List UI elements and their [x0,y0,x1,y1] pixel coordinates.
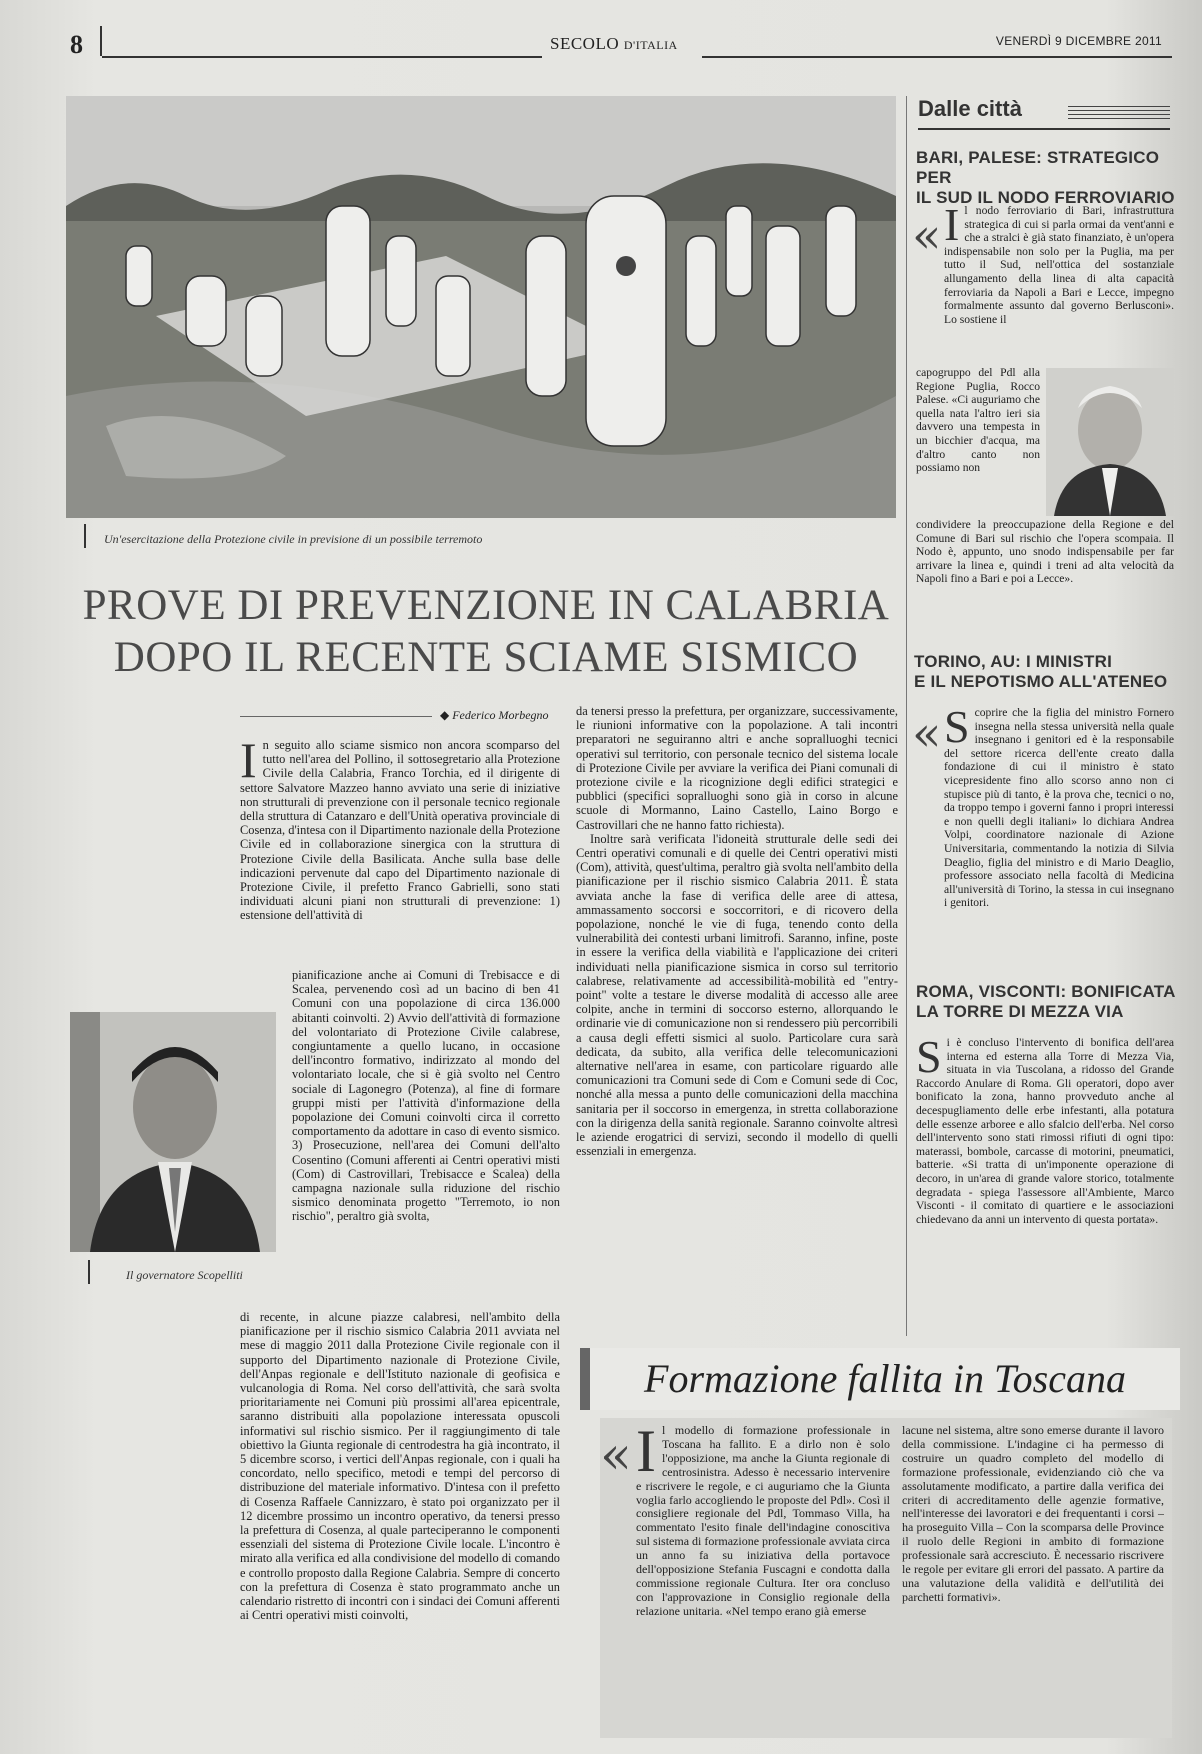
story2-text: Scoprire che la figlia del ministro Fornero insegna nella stessa università nella quale insegnano i genitori ed è la responsabile del settore ricerca dell'ente creato dalla fondazione di cui il ministro è stato vicepresidente fino allo scorso anno non ci stupisce più di tanto, è la prova che, tecnici o no, da troppo tempo i governi fanno i propri interessi e non quelli degli italiani» lo dichiara Andrea Volpi, coordinatore nazionale di Azione Universitaria, commentando la notizia di Silvia Deaglio, figlia del ministro e di Mario Deaglio, professore associato nella facoltà di Medicina all'università di Torino, la stessa in cui insegnano i genitori. [944,706,1174,910]
box-dropcap: I [636,1424,656,1484]
section-title-text: Dalle città [918,96,1022,121]
photo-caption-bar [84,524,86,548]
main-headline [66,580,906,684]
portrait-caption: Il governatore Scopelliti [126,1268,243,1282]
header-rule-left [102,56,542,58]
section-title-dalle-citta [918,96,1170,130]
article-col2-text: da tenersi presso la prefettura, per organizzare, successivamente, le riunioni informative con la popolazione. A tali incontri preparatori ne seguiranno altri e anche sopralluoghi tecnici operativi sul territorio, con personale tecnico del sistema locale di Protezione Civile per avviare la verifica dei Piani comunali di protezione civile e la ricognizione degli edifici strategici e pubblici (specifici sopralluoghi sono già in corso in alcune scuole di Mormanno, Laino Castello, Laino Borgo e Castrovillari che ne hanno fatto richiesta). [576,704,898,832]
masthead [550,34,678,54]
story1-text-a: Il nodo ferroviario di Bari, infrastruttura strategica di cui si parla ormai da vent'anni e che a stralci è già stato finanziato, è un'opera indispensabile non solo per la Puglia, ma per tutto il Sud, nell'ottica del sostanziale allungamento della linea di alta capacità ferroviaria da Napoli a Bari e Lecce, impegno formalmente assunto dal governo Berlusconi». Lo sostiene il [944,204,1174,326]
masthead-main: SECOLO [550,34,620,53]
header-date: VENERDÌ 9 DICEMBRE 2011 [995,34,1162,48]
column-divider [906,96,907,1336]
photo-caption: Un'esercitazione della Protezione civile in previsione di un possibile terremoto [104,532,483,546]
article-col1-top [240,738,560,968]
story3-title: ROMA, VISCONTI: BONIFICATA LA TORRE DI MEZZA VIA [916,982,1176,1021]
story2-dropcap: S [944,706,970,752]
box-title: Formazione fallita in Toscana [580,1348,1180,1410]
masthead-small: D'ITALIA [623,38,678,52]
header-rule-right [702,56,1172,58]
byline-rule [240,716,432,717]
story1-title: BARI, PALESE: STRATEGICO PER IL SUD IL NODO FERROVIARIO [916,148,1175,207]
byline: ◆ Federico Morbegno [440,708,549,722]
article-col1-top-text: In seguito allo sciame sismico non ancora scomparso del tutto nell'area del Pollino, il sottosegretario alla Protezione Civile della Calabria, Franco Torchia, ed il dirigente di settore Salvatore Mazzeo hanno avviato una serie di iniziative non strutturali di prevenzione con il personale tecnico regionale della struttura di Catanzaro e dell'Unità operativa provinciale di Cosenza, d'intesa con il Dipartimento nazionale della Protezione Civile ed in collaborazione sinergica con la struttura di Protezione Civile della Basilicata. Anche sulla base delle indicazioni pervenute dal capo del Dipartimento nazionale di Protezione Civile, il prefetto Franco Gabrielli, sono stati individuati alcuni piani non strutturali di prevenzione: 1) estensione dell'attività di [240,738,560,923]
article-col2b-text: Inoltre sarà verificata l'idoneità strutturale delle sedi dei Centri operativi comunali e di quelle dei Centri operativi misti (Com), attività, quest'ultima, peraltro già svolta nell'ambito della pianificazione per il rischio sismico Calabria 2011. È stata avviata anche la fase di verifica delle aree di attesa, ammassamento soccorsi e soccorritori, e di ricovero della popolazione, nonché le vie di fuga, tenendo conto della vulnerabilità dei contesti urbani limitrofi. Saranno, infine, poste in essere la verifica della viabilità e l'applicazione dei criteri individuati nella pianificazione sismica in corso sul territorio calabrese, relativamente ad accessibilità-mobilità ed "entry-point" volte a testare le diverse modalità di accesso alle aree colpite, anche in termini di soccorso esterno, allorquando le ordinarie vie di comunicazione non si rendessero più percorribili a causa degli effetti sismici al suolo. Particolare cura sarà dedicata, da subito, alla verifica delle telecomunicazioni alternative nell'area in esame, con particolare riguardo alle comunicazioni tra Comuni sede di Com e Comuni sede di Coc, nonché alla messa a punto delle comunicazioni della macchina sanitaria per il soccorso in emergenza, in stretta collaborazione con la dirigenza della sanità regionale. Saranno coinvolte altresì le aziende erogatrici di servizi, secondo il modello di quelli essenziali in emergenza. [576,831,898,1159]
story3-dropcap: S [916,1036,942,1082]
story1-text-c: condividere la preoccupazione della Regione e del Comune di Bari sul rischio che l'opera scompaia. Il Nodo è, appunto, uno snodo indispensabile per far arrivare la linea e, quindi i treni ad alta velocità da Napoli fino a Bari e poi a Lecce». [916,518,1174,586]
section-title-lines [1068,106,1170,120]
box-col1: Il modello di formazione professionale in Toscana ha fallito. E a dirlo non è solo l'opposizione, ma anche la Giunta regionale di centrosinistra. Adesso è necessario intervenire e riscrivere le regole, e ci auguriamo che la Giunta voglia farlo accogliendo le proposte del Pdl». Così il consigliere regionale del Pdl, Tommaso Villa, ha commentato l'esito finale dell'indagine conoscitiva sul sistema di formazione professionale avviata circa un anno fa su iniziativa della portavoce dell'opposizione Stefania Fuscagni e condotta dalla commissione regionale Cultura. Iter ora concluso con l'approvazione in Consiglio regionale della relazione unitaria. «Nel tempo erano già emerse [636,1424,890,1618]
story2-title: TORINO, AU: I MINISTRI E IL NEPOTISMO ALL'ATENEO [914,652,1168,691]
palese-portrait-illustration [1046,368,1174,516]
box-body [600,1418,1172,1738]
box-quote-icon: « [600,1426,632,1486]
portrait-illustration [70,1012,276,1252]
article-col1-bottom [240,1310,560,1742]
page-header [62,22,1172,58]
story1-text-b: capogruppo del Pdl alla Regione Puglia, Rocco Palese. «Ci auguriamo che quella nata l'altro ieri sia davvero una tempesta in un bicchier d'acqua, ma d'altro canto non possiamo non [916,366,1040,475]
governor-portrait [70,1012,276,1252]
box-col2: lacune nel sistema, altre sono emerse durante il lavoro della commissione. L'indagine ci ha permesso di costruire un quadro completo del modello di formazione professionale, evidenziando ciò che va assolutamente modificato, a partire dalla verifica dei criteri di accreditamento delle agenzie formative, nell'interesse dei lavoratori e dei frequentanti i corsi – ha proseguito Villa – Con la scomparsa delle Province il ruolo delle Regioni in ambito di formazione professionale sarà accresciuto. È necessario riscrivere le regole per evitare gli errori del passato. A partire da una valutazione della validità e dell'utilità dei parchetti formativi». [902,1424,1164,1604]
section-title-underline [918,128,1170,130]
article-col1-mid [292,968,560,1308]
main-photo [66,96,896,518]
portrait-caption-bar [88,1260,90,1284]
headline-line-2: DOPO IL RECENTE SCIAME SISMICO [113,634,859,681]
article-col2 [576,704,898,1300]
article-col1-mid-text: pianificazione anche ai Comuni di Trebisacce e di Scalea, pervenendo così ad un bacino di ben 41 Comuni con una popolazione di circa 136.000 abitanti coinvolti. 2) Avvio dell'attività di formazione del volontariato di Protezione Civile calabrese, congiuntamente a quello lucano, in occasione dell'incontro formativo, indirizzato al mondo del volontariato locale, che si è già svolto nel Centro sociale di Lagonegro (Potenza), al fine di formare gruppi misti per l'attività d'informazione della popolazione dei Comuni coinvolti circa il corretto comportamento da adottare in caso di evento sismico. 3) Prosecuzione, nell'area dei Comuni dell'alto Cosentino (Comuni afferenti ai Centri operativi misti (Com) di Castrovillari, Trebisacce e Scalea) della campagna nazionale sulla riduzione del rischio sismico denominata progetto "Terremoto, io non rischio", peraltro già svolta, [292,968,560,1224]
story1-quote-icon: « [912,208,942,264]
palese-portrait [1046,368,1174,516]
headline-line-1: PROVE DI PREVENZIONE IN CALABRIA [82,582,890,629]
page-number: 8 [70,30,83,59]
story1-dropcap: I [944,204,960,250]
article-dropcap: I [240,738,257,788]
article-col1-bottom-text: di recente, in alcune piazze calabresi, nell'ambito della pianificazione per il rischio sismico Calabria 2011 avviata nel mese di maggio 2011 dalla Protezione Civile regionale con il supporto del Dipartimento nazionale di Protezione Civile, dell'Anpas regionale e dell'Istituto nazionale di geofisica e vulcanologia di Roma. Nel corso dell'attività, che sarà svolta prioritariamente nei Comuni più prossimi all'area epicentrale, saranno distribuiti alla popolazione interessata opuscoli informativi sul rischio sismico. Per il raggiungimento di tale obiettivo la Giunta regionale di centrodestra ha già incontrato, il 5 dicembre scorso, i vertici dell'Anpas regionale, con i quali ha concordato, nello specifico, metodi e tempi del percorso di distribuzione del materiale informativo. D'intesa con il prefetto di Cosenza Raffaele Cannizzaro, è stato poi organizzato per il 12 dicembre prossimo un incontro operativo, da tenersi presso la prefettura di Cosenza, al quale parteciperanno le componenti essenziali del sistema di Protezione Civile locale. L'incontro è mirato alla verifica ed alla condivisione del modello di comando e controllo proposto dalla Regione Calabria. Sempre di concerto con la prefettura di Cosenza è stato programmato anche un calendario ristretto di incontri con i sindaci dei Comuni afferenti ai Centri operativi misti coinvolti, [240,1310,560,1623]
exercise-photo-illustration [66,96,896,518]
story2-quote-icon: « [912,706,942,762]
story3-text: Si è concluso l'intervento di bonifica dell'area interna ed esterna alla Torre di Mezza Via, situata in via Tuscolana, a ridosso del Grande Raccordo Anulare di Roma. Gli operatori, dopo aver bonificato la zona, hanno provveduto anche al decespugliamento delle erbe infestanti, alla potatura delle essenze arboree e allo sfalcio dell'erba. Nel corso dell'intervento sono stati rimossi rifiuti di ogni tipo: materassi, bombole, carcasse di motorini, pneumatici, batterie. «Si tratta di un'imponente operazione di decoro, in un'area di grande valore storico, totalmente degradata - spiega l'assessore all'Ambiente, Marco Visconti - il comitato di quartiere e le associazioni chiedevano da anni un intervento di questa portata». [916,1036,1174,1226]
